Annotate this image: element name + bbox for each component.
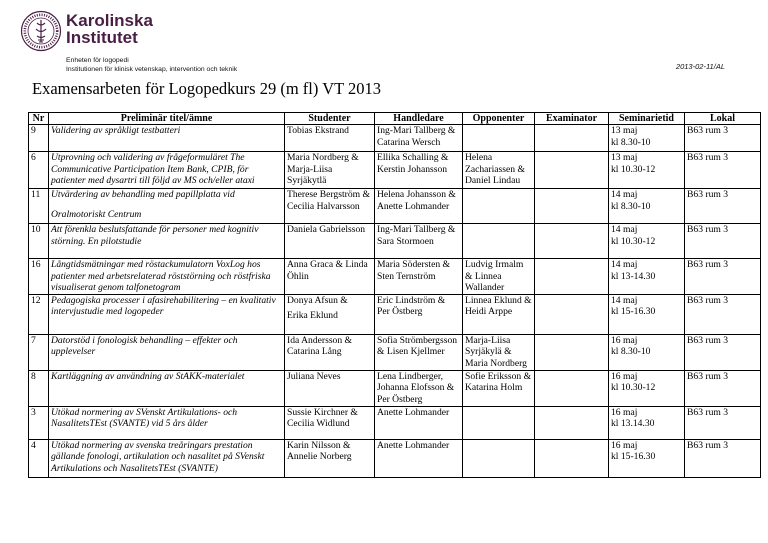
department: [66, 57, 237, 74]
seminar-date: 14 maj: [611, 189, 638, 200]
seminar-date: 16 maj: [611, 370, 638, 382]
cell-seminar-time: [609, 259, 685, 295]
cell-title: [49, 189, 285, 224]
cell-examiner: [535, 224, 609, 259]
cell-seminar-time: [609, 439, 685, 477]
cell-seminar-time: [609, 294, 685, 334]
seminar-hours: kl 8.30-10: [611, 136, 651, 148]
cell-opponents: [463, 406, 535, 439]
cell-title: Utprovning och validering av frågeformuläret The Communicative Participation Item Bank, CPIB, för patienter med dysartri till följd av MS och/eller ataxi: [49, 152, 285, 189]
document-date: 2013-02-11/AL: [675, 62, 725, 71]
cell-title: Utökad normering av SVenskt Artikulations- och NasalitetsTEst (SVANTE) vid 5 års ålder: [49, 406, 285, 439]
cell-seminar-time: [609, 334, 685, 370]
cell-supervisors: Anette Lohmander: [375, 439, 463, 477]
table-row: [29, 189, 761, 224]
supervisors-line-1: Ing-Mari Tallberg &: [377, 224, 456, 235]
cell-opponents: Helena Zachariassen & Daniel Lindau: [463, 152, 535, 189]
seminar-hours: kl 15-16.30: [611, 451, 656, 463]
cell-title: Validering av språkligt testbatteri: [49, 125, 285, 152]
table-row: [29, 406, 761, 439]
seminar-hours: kl 10.30-12: [611, 163, 656, 175]
cell-examiner: [535, 294, 609, 334]
cell-room: B63 rum 3: [685, 406, 761, 439]
cell-opponents: Sofie Eriksson & Katarina Holm: [463, 370, 535, 406]
cell-title: Utökad normering av svenska treåringars prestation gällande fonologi, artikulation och nasalitet på SVenskt Artikulations och NasalitetsTEst (SVANTE): [49, 439, 285, 477]
cell-opponents: [463, 224, 535, 259]
cell-opponents: [463, 189, 535, 224]
seminar-hours: kl 10.30-12: [611, 235, 656, 247]
seminar-date: 16 maj: [611, 334, 638, 346]
table-row: [29, 152, 761, 189]
cell-examiner: [535, 406, 609, 439]
cell-supervisors: Eric Lindström & Per Östberg: [375, 294, 463, 334]
table-row: [29, 259, 761, 295]
seminar-hours: kl 13-14.30: [611, 270, 656, 282]
cell-supervisors: [375, 224, 463, 259]
title-line-1: Utvärdering av behandling med papillplatta vid: [51, 189, 235, 200]
seminar-date: 16 maj: [611, 439, 638, 451]
cell-nr: 12: [29, 294, 49, 334]
seminar-date: 14 maj: [611, 294, 638, 306]
cell-room: B63 rum 3: [685, 125, 761, 152]
cell-opponents: Linnea Eklund & Heidi Arppe: [463, 294, 535, 334]
table-row: [29, 125, 761, 152]
students-line-2: Erika Eklund: [287, 310, 338, 322]
cell-supervisors: Sofia Strömbergsson & Lisen Kjellmer: [375, 334, 463, 370]
cell-nr: 11: [29, 189, 49, 224]
karolinska-seal-logo: [20, 10, 62, 52]
cell-students: Maria Nordberg & Marja-Liisa Syrjäkytlä: [285, 152, 375, 189]
cell-students: Juliana Neves: [285, 370, 375, 406]
seminar-date: 14 maj: [611, 259, 638, 270]
cell-supervisors: Lena Lindberger, Johanna Elofsson & Per Östberg: [375, 370, 463, 406]
cell-room: B63 rum 3: [685, 334, 761, 370]
cell-title: Att förenkla beslutsfattande för personer med kognitiv störning. En pilotstudie: [49, 224, 285, 259]
cell-examiner: [535, 334, 609, 370]
seminar-hours: kl 13.14.30: [611, 418, 655, 430]
seminar-hours: kl 15-16.30: [611, 306, 656, 318]
cell-supervisors: Anette Lohmander: [375, 406, 463, 439]
cell-students: Tobias Ekstrand: [285, 125, 375, 152]
cell-room: B63 rum 3: [685, 439, 761, 477]
seminar-hours: kl 8.30-10: [611, 200, 651, 212]
cell-title: Långtidsmätningar med röstackumulatorn VoxLog hos patienter med arbetsrelaterad röststörning och röstfriska visualiserat genom talfonetogram: [49, 259, 285, 295]
seminar-hours: kl 10.30-12: [611, 382, 656, 394]
supervisors-line-2: Sara Stormoen: [377, 235, 434, 247]
cell-nr: 10: [29, 224, 49, 259]
seminar-hours: kl 8.30-10: [611, 346, 651, 358]
cell-examiner: [535, 259, 609, 295]
cell-nr: 6: [29, 152, 49, 189]
cell-supervisors: Helena Johansson & Anette Lohmander: [375, 189, 463, 224]
cell-supervisors: Maria Södersten & Sten Ternström: [375, 259, 463, 295]
cell-room: B63 rum 3: [685, 259, 761, 295]
cell-seminar-time: [609, 152, 685, 189]
cell-seminar-time: [609, 224, 685, 259]
table-row: [29, 439, 761, 477]
cell-seminar-time: [609, 125, 685, 152]
seminar-date: 13 maj: [611, 152, 638, 163]
cell-title: Pedagogiska processer i afasirehabilitering – en kvalitativ intervjustudie med logopeder: [49, 294, 285, 334]
cell-title: Kartläggning av användning av StAKK-materialet: [49, 370, 285, 406]
students-line-1: Donya Afsun &: [287, 294, 348, 306]
cell-nr: 9: [29, 125, 49, 152]
col-header-examiner: Examinator: [535, 113, 609, 125]
col-header-supervisors: Handledare: [375, 113, 463, 125]
cell-students: Sussie Kirchner & Cecilia Widlund: [285, 406, 375, 439]
col-header-seminar-time: Seminarietid: [609, 113, 685, 125]
col-header-title: Preliminär titel/ämne: [49, 113, 285, 125]
cell-students: Ida Andersson & Catarina Lång: [285, 334, 375, 370]
cell-examiner: [535, 152, 609, 189]
cell-students: Daniela Gabrielsson: [285, 224, 375, 259]
cell-room: B63 rum 3: [685, 152, 761, 189]
cell-opponents: Marja-Liisa Syrjäkylä & Maria Nordberg: [463, 334, 535, 370]
cell-room: B63 rum 3: [685, 224, 761, 259]
cell-students: Anna Graca & Linda Öhlin: [285, 259, 375, 295]
cell-supervisors: Ing-Mari Tallberg & Catarina Wersch: [375, 125, 463, 152]
cell-examiner: [535, 439, 609, 477]
cell-opponents: Ludvig Irmalm & Linnea Wallander: [463, 259, 535, 295]
cell-nr: 3: [29, 406, 49, 439]
cell-nr: 4: [29, 439, 49, 477]
col-header-nr: Nr: [29, 113, 49, 125]
table-row: [29, 224, 761, 259]
col-header-room: Lokal: [685, 113, 761, 125]
brand-line-1: Karolinska: [66, 11, 153, 30]
cell-examiner: [535, 189, 609, 224]
seminar-date: 14 maj: [611, 224, 638, 235]
cell-seminar-time: [609, 406, 685, 439]
cell-nr: 7: [29, 334, 49, 370]
schedule-table: [28, 112, 761, 478]
col-header-opponents: Opponenter: [463, 113, 535, 125]
brand-line-2: Institutet: [66, 28, 138, 47]
cell-opponents: [463, 125, 535, 152]
col-header-students: Studenter: [285, 113, 375, 125]
table-row: [29, 370, 761, 406]
department-line-1: Enheten för logopedi: [66, 57, 129, 64]
cell-room: B63 rum 3: [685, 294, 761, 334]
department-line-2: Institutionen för klinisk vetenskap, intervention och teknik: [66, 65, 238, 73]
cell-seminar-time: [609, 370, 685, 406]
cell-supervisors: Ellika Schalling & Kerstin Johansson: [375, 152, 463, 189]
seminar-date: 13 maj: [611, 125, 638, 136]
cell-students: [285, 294, 375, 334]
cell-title: Datorstöd i fonologisk behandling – effekter och upplevelser: [49, 334, 285, 370]
cell-seminar-time: [609, 189, 685, 224]
cell-examiner: [535, 125, 609, 152]
seminar-date: 16 maj: [611, 406, 638, 418]
cell-opponents: [463, 439, 535, 477]
table-row: [29, 334, 761, 370]
brand-name: [66, 12, 153, 46]
title-line-2: Oralmotoriskt Centrum: [51, 208, 142, 220]
cell-nr: 8: [29, 370, 49, 406]
cell-room: B63 rum 3: [685, 189, 761, 224]
cell-examiner: [535, 370, 609, 406]
cell-nr: 16: [29, 259, 49, 295]
table-row: [29, 294, 761, 334]
table-header-row: [29, 113, 761, 125]
page-header: [0, 0, 768, 80]
cell-room: B63 rum 3: [685, 370, 761, 406]
cell-students: Karin Nilsson & Annelie Norberg: [285, 439, 375, 477]
page-title: Examensarbeten för Logopedkurs 29 (m fl) VT 2013: [32, 79, 382, 98]
cell-students: Therese Bergström & Cecilia Halvarsson: [285, 189, 375, 224]
